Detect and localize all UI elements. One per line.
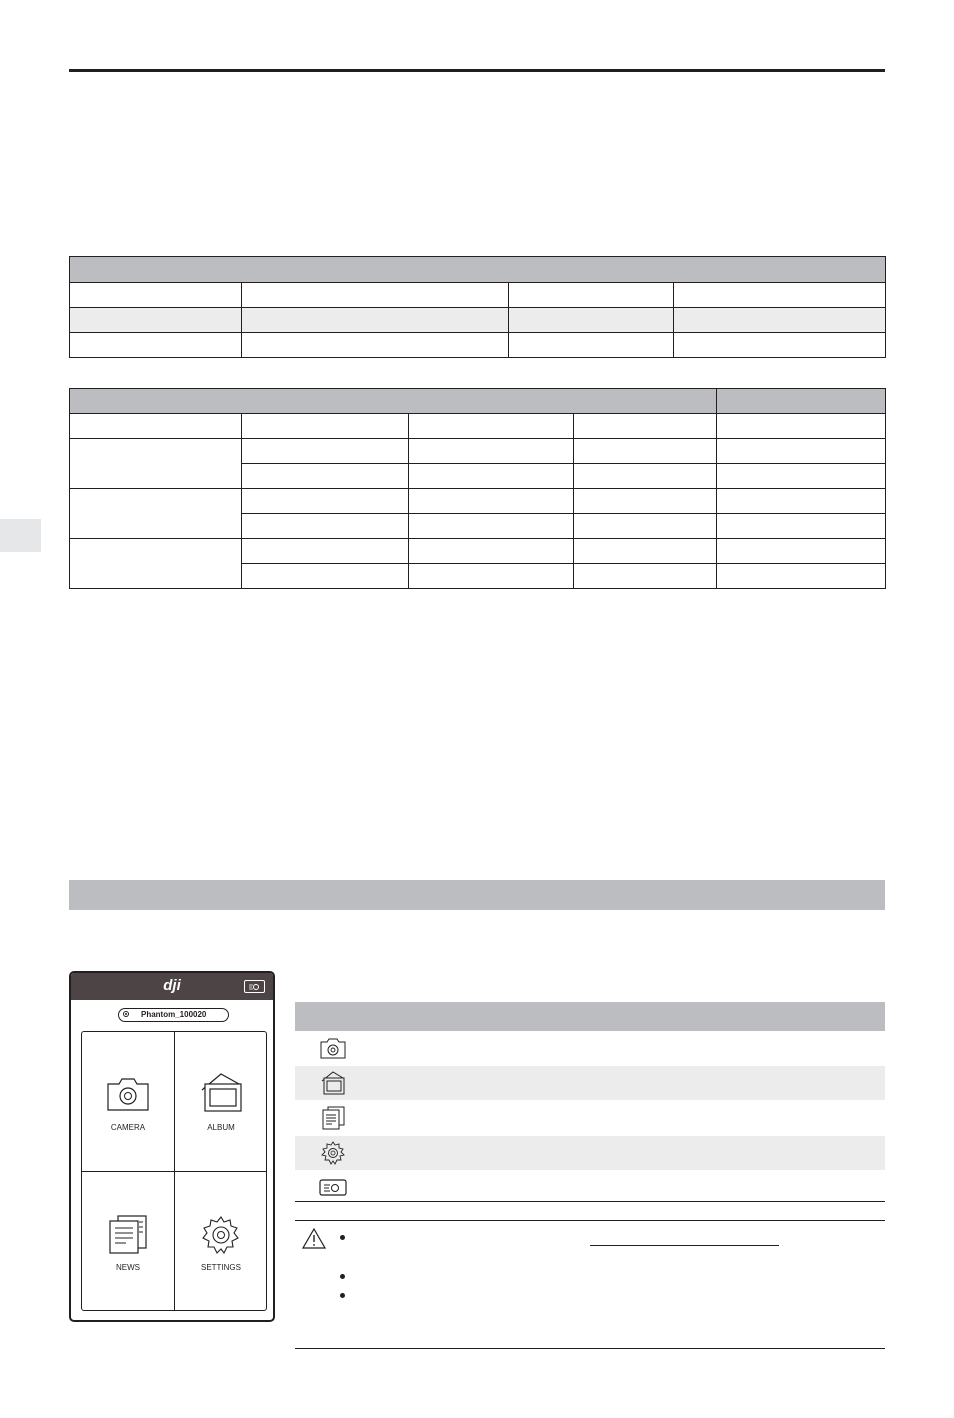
- section-header-bar: [69, 880, 885, 910]
- link-underline: [590, 1245, 779, 1246]
- table-row: [70, 414, 886, 439]
- legend-row-settings: [295, 1136, 885, 1170]
- aircraft-name: Phantom_100020: [141, 1010, 207, 1019]
- tile-label: NEWS: [116, 1263, 140, 1272]
- bullet-icon: [340, 1293, 345, 1298]
- album-icon: [199, 1072, 245, 1114]
- legend-header: [295, 1002, 885, 1031]
- tile-settings[interactable]: [175, 1172, 267, 1311]
- aircraft-selector[interactable]: [118, 1008, 229, 1022]
- spec-table-2: [69, 388, 886, 589]
- chapter-tab: [0, 519, 41, 552]
- legend-bottom-rule: [295, 1201, 885, 1202]
- app-top-bar: [71, 973, 273, 1000]
- notice-top-rule: [295, 1220, 885, 1221]
- settings-icon: [200, 1214, 242, 1256]
- bullet-icon: [340, 1274, 345, 1279]
- album-icon: [319, 1071, 347, 1095]
- camera-icon: [319, 1036, 347, 1060]
- news-icon: [106, 1214, 150, 1254]
- news-icon: [319, 1106, 347, 1130]
- menu-tiles: [81, 1031, 267, 1311]
- app-home-screen: [69, 971, 275, 1322]
- legend-row-album: [295, 1066, 885, 1100]
- table-row: [70, 489, 886, 514]
- settings-icon: [319, 1141, 347, 1165]
- table-row: [70, 257, 886, 283]
- tile-label: ALBUM: [207, 1123, 235, 1132]
- tile-news[interactable]: [82, 1172, 174, 1311]
- tile-album[interactable]: [175, 1032, 267, 1171]
- wifi-status-icon[interactable]: [244, 980, 265, 993]
- table-row: [70, 539, 886, 564]
- table-row: [70, 283, 886, 308]
- notice-bottom-rule: [295, 1348, 885, 1349]
- dji-logo: dji: [163, 977, 181, 994]
- tile-camera[interactable]: [82, 1032, 174, 1171]
- legend-row-news: [295, 1101, 885, 1135]
- table-row: [70, 439, 886, 464]
- table-row: [70, 333, 886, 358]
- bullet-icon: [340, 1235, 345, 1240]
- warning-icon: [302, 1228, 326, 1249]
- tile-label: SETTINGS: [200, 1263, 241, 1272]
- table-row: [70, 389, 886, 414]
- legend-row-wifi-status: [295, 1170, 885, 1204]
- legend-row-camera: [295, 1031, 885, 1065]
- tile-label: CAMERA: [110, 1123, 146, 1132]
- status-dot-icon: [123, 1011, 129, 1017]
- top-rule: [69, 69, 885, 72]
- wifi-status-icon: [319, 1175, 347, 1199]
- spec-table-1: [69, 256, 886, 358]
- table-row: [70, 308, 886, 333]
- camera-icon: [106, 1076, 150, 1112]
